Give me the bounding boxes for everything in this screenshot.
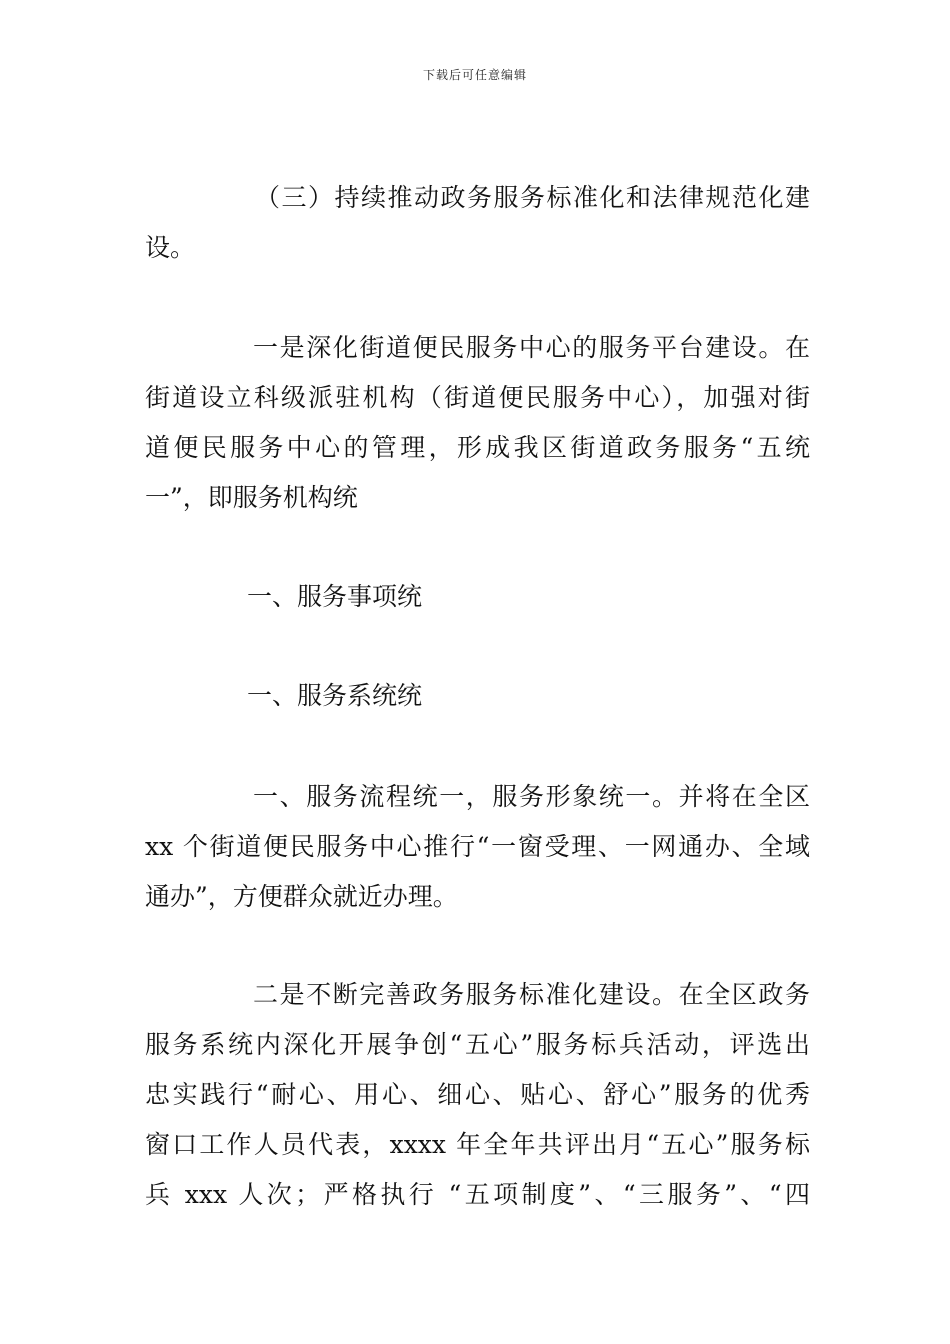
paragraph-service-items	[145, 572, 810, 622]
text-line: 二是不断完善政务服务标准化建设。在全区政务	[253, 980, 810, 1009]
text-line: 服务系统内深化开展争创“五心”服务标兵活动，评选出	[145, 1030, 810, 1059]
paragraph-service-process	[145, 772, 810, 922]
text-line: 一、服务流程统一，服务形象统一。并将在全区	[253, 782, 810, 811]
text-line: 窗口工作人员代表，xxxx 年全年共评出月“五心”服务标	[145, 1130, 810, 1159]
page-header: 下载后可任意编辑	[422, 68, 527, 82]
text-line: 忠实践行“耐心、用心、细心、贴心、舒心”服务的优秀	[145, 1080, 810, 1109]
text-line: xx 个街道便民服务中心推行“一窗受理、一网通办、全域	[145, 832, 810, 861]
paragraph-service-system	[145, 671, 810, 721]
text-line: 一、服务系统统	[247, 681, 423, 710]
text-line: 街道设立科级派驻机构（街道便民服务中心），加强对街	[145, 383, 810, 412]
text-line: 一是深化街道便民服务中心的服务平台建设。在	[253, 333, 810, 362]
text-line: 通办”，方便群众就近办理。	[145, 882, 458, 911]
paragraph-standardization-building	[145, 970, 810, 1220]
text-line: 兵 xxx 人次；严格执行 “五项制度”、“三服务”、“四	[145, 1180, 810, 1209]
text-line: 设。	[145, 233, 196, 262]
paragraph-service-platform	[145, 323, 810, 523]
paragraph-standardization-heading	[145, 173, 810, 273]
text-line: （三）持续推动政务服务标准化和法律规范化建	[255, 183, 810, 212]
text-line: 道便民服务中心的管理，形成我区街道政务服务“五统	[145, 433, 810, 462]
text-line: 一、服务事项统	[247, 582, 423, 611]
text-line: 一”，即服务机构统	[145, 483, 358, 512]
